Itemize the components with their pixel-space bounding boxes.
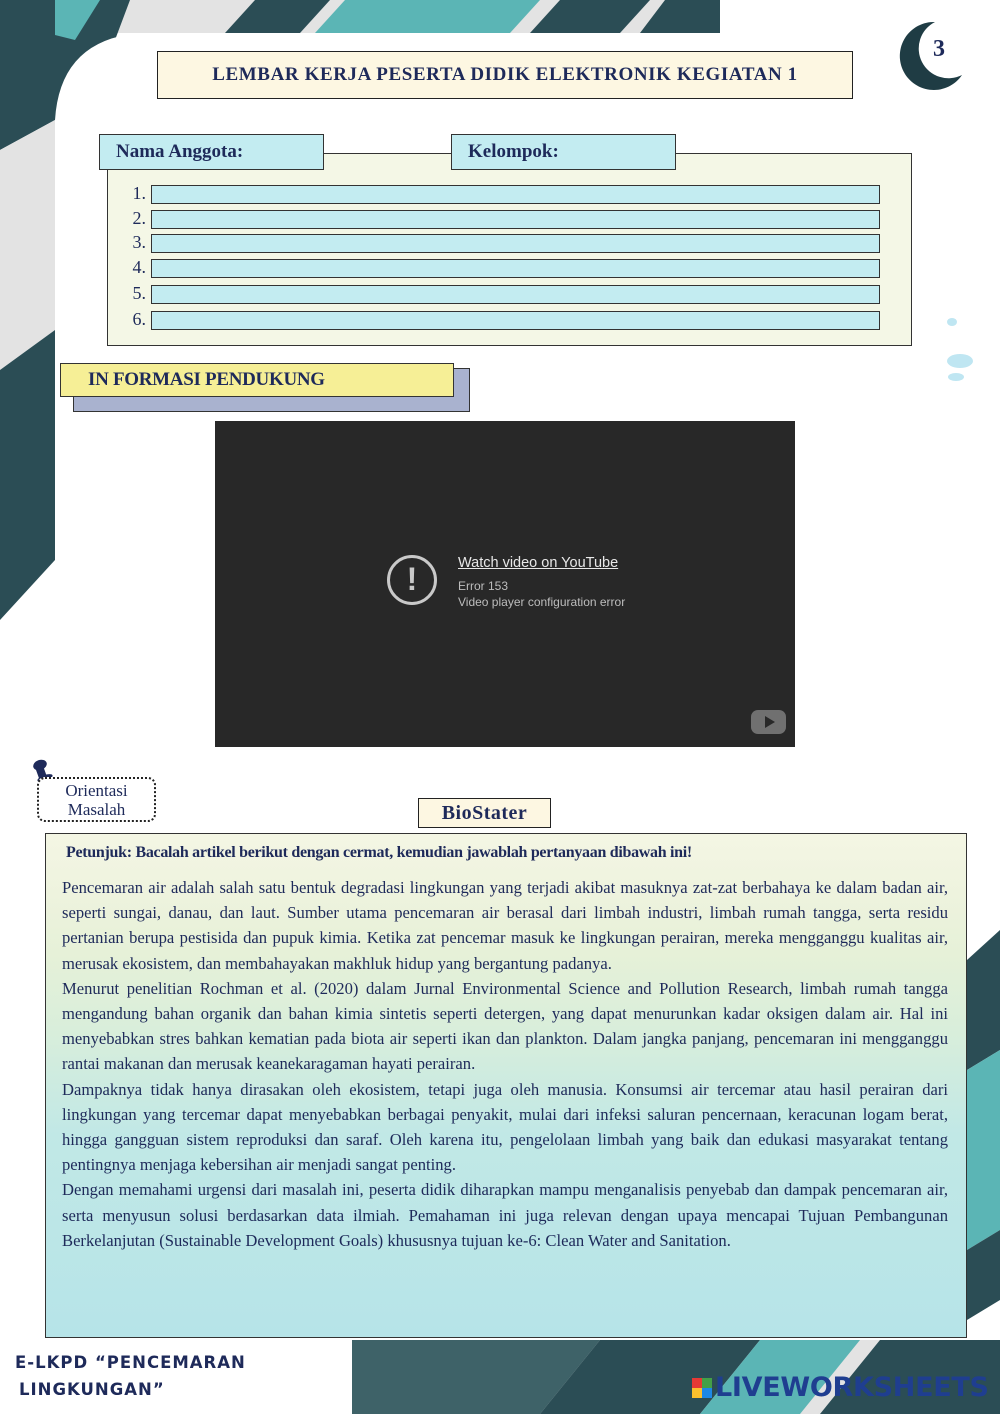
- member-row: [124, 259, 884, 279]
- footer-title-line-2: LINGKUNGAN”: [19, 1380, 165, 1399]
- member-row: [124, 210, 884, 230]
- article-body: [62, 875, 948, 1253]
- member-row: [124, 234, 884, 254]
- member-name-input-2[interactable]: [151, 210, 880, 229]
- member-name-input-5[interactable]: [151, 285, 880, 304]
- page-number: 3: [933, 36, 945, 62]
- article-paragraph: Dampaknya tidak hanya dirasakan oleh ekosistem, tetapi juga oleh manusia. Konsumsi air tercemar atau hasil perairan dari lingkungan yang tercemar dapat menyebabkan berbagai penyakit, mulai dari infeksi saluran pencernaan, keracunan logam berat, hingga gangguan sistem reproduksi dan saraf. Oleh karena itu, pengelolaan limbah yang baik dan edukasi masyarakat tentang pentingnya menjaga kebersihan air menjadi sangat penting.: [62, 1079, 948, 1175]
- member-row: [124, 311, 884, 331]
- member-number: 5.: [132, 283, 146, 303]
- instruction-text: Petunjuk: Bacalah artikel berikut dengan cermat, kemudian jawablah pertanyaan dibawah ini!: [66, 844, 692, 861]
- youtube-logo-icon[interactable]: [751, 710, 786, 734]
- article-paragraph: Dengan memahami urgensi dari masalah ini, peserta didik diharapkan mampu menganalisis penyebab dan dampak pencemaran air, serta menyusun solusi berdasarkan data ilmiah. Pemahaman ini juga relevan dengan upaya mencapai Tujuan Pembangunan Berkelanjutan (Sustainable Development Goals) khususnya tujuan ke-6: Clean Water and Sanitation.: [62, 1180, 948, 1250]
- orientation-line-2: Masalah: [67, 800, 126, 819]
- member-row: [124, 285, 884, 305]
- orientation-line-1: Orientasi: [65, 781, 128, 800]
- member-row: [124, 185, 884, 205]
- error-icon: !: [387, 555, 437, 605]
- member-name-input-3[interactable]: [151, 234, 880, 253]
- member-number: 4.: [132, 257, 146, 277]
- orientation-label: [37, 777, 156, 822]
- article-paragraph: Menurut penelitian Rochman et al. (2020) dalam Jurnal Environmental Science and Pollution Research, limbah rumah tangga mengandung bahan organik dan bahan kimia sintetis seperti detergen, yang dapat menurunkan kadar oksigen dalam air. Hal ini menyebabkan stres bahkan kematian pada biota air seperti ikan dan plankton. Dalam jangka panjang, pencemaran ini mengganggu rantai makanan dan merusak keanekaragaman hayati perairan.: [62, 978, 948, 1074]
- info-heading: IN FORMASI PENDUKUNG: [60, 363, 454, 397]
- footer-title-line-1: E-LKPD “PENCEMARAN: [15, 1353, 246, 1372]
- member-number: 3.: [132, 232, 146, 252]
- liveworksheets-brand: LIVEWORKSHEETS: [715, 1372, 989, 1403]
- video-player[interactable]: [215, 421, 795, 747]
- group-label: Kelompok:: [451, 134, 676, 170]
- member-name-label: Nama Anggota:: [99, 134, 324, 170]
- member-number: 2.: [132, 208, 146, 228]
- watch-on-youtube-link[interactable]: Watch video on YouTube: [458, 555, 619, 571]
- member-number: 1.: [132, 183, 146, 203]
- member-name-input-1[interactable]: [151, 185, 880, 204]
- error-message: Video player configuration error: [458, 595, 626, 609]
- article-paragraph: Pencemaran air adalah salah satu bentuk degradasi lingkungan yang terjadi akibat masuknya zat-zat berbahaya ke dalam badan air, seperti sungai, danau, dan laut. Sumber utama pencemaran air berasal dari limbah industri, limbah rumah tangga, serta residu pertanian berupa pestisida dan pupuk kimia. Ketika zat pencemar masuk ke lingkungan perairan, mereka mengganggu kualitas air, merusak ekosistem, dan membahayakan makhluk hidup yang bergantung padanya.: [62, 878, 948, 973]
- member-name-input-6[interactable]: [151, 311, 880, 330]
- worksheet-title: LEMBAR KERJA PESERTA DIDIK ELEKTRONIK KEGIATAN 1: [157, 51, 853, 99]
- source-label: BioStater: [418, 798, 551, 828]
- member-number: 6.: [132, 309, 146, 329]
- footer-title: [15, 1349, 246, 1403]
- error-code: Error 153: [458, 579, 509, 593]
- liveworksheets-logo[interactable]: [692, 1372, 989, 1403]
- liveworksheets-logo-icon: [692, 1378, 712, 1398]
- member-name-input-4[interactable]: [151, 259, 880, 278]
